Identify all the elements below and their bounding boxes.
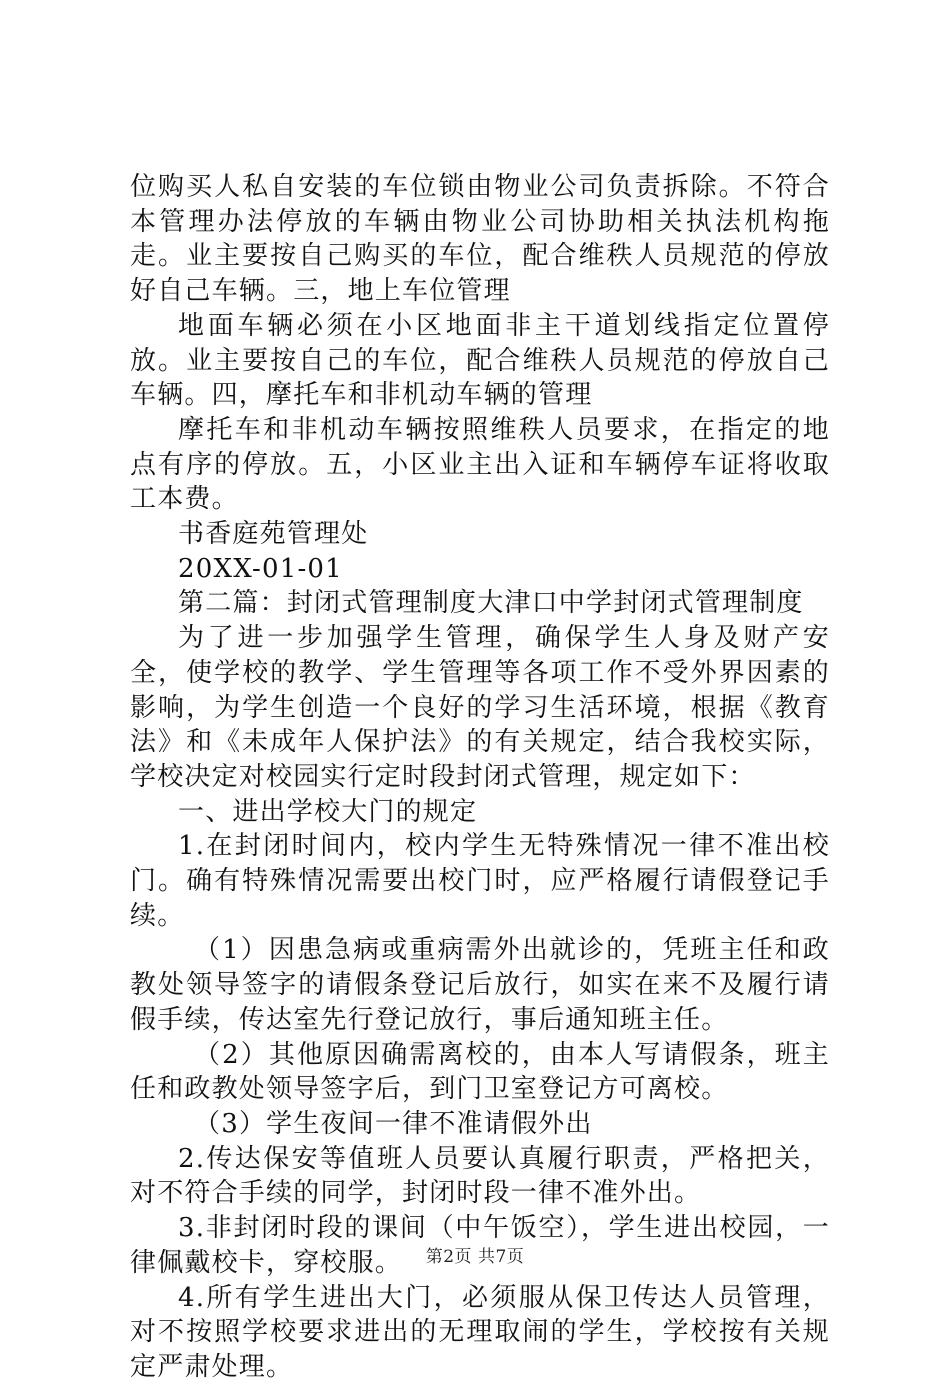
paragraph-intro: 为了进一步加强学生管理，确保学生人身及财产安全，使学校的教学、学生管理等各项工作不受外界因素的影响，为学生创造一个良好的学习生活环境，根据《教育法》和《未成年人保护法》的有关规定，结合我校实际，学校决定对校园实行定时段封闭式管理，规定如下： [130, 623, 830, 792]
rule-2: 2.传达保安等值班人员要认真履行职责，严格把关，对不符合手续的同学，封闭时段一律不准外出。 [130, 1143, 830, 1209]
signature-office: 书香庭苑管理处 [178, 519, 369, 550]
paragraph-ground-parking: 地面车辆必须在小区地面非主干道划线指定位置停放。业主要按自己的车位，配合维秩人员规范的停放自己车辆。四，摩托车和非机动车辆的管理 [130, 310, 830, 411]
rule-1-sub-3: （3）学生夜间一律不准请假外出 [194, 1108, 593, 1139]
rule-1-sub-2: （2）其他原因确需离校的，由本人写请假条，班主任和政教处领导签字后，到门卫室登记方可离校。 [130, 1039, 830, 1105]
paragraph-parking-rules: 位购买人私自安装的车位锁由物业公司负责拆除。不符合本管理办法停放的车辆由物业公司协助相关执法机构拖走。业主要按自己购买的车位，配合维秩人员规范的停放好自己车辆。三，地上车位管理 [130, 172, 830, 307]
section-title: 第二篇：封闭式管理制度大津口中学封闭式管理制度 [178, 588, 804, 619]
page-number-footer: 第2页 共7页 [425, 1247, 525, 1267]
document-body [130, 170, 830, 1385]
rule-1: 1.在封闭时间内，校内学生无特殊情况一律不准出校门。确有特殊情况需要出校门时，应严格履行请假登记手续。 [130, 831, 830, 931]
rule-1-sub-1: （1）因患急病或重病需外出就诊的，凭班主任和政教处领导签字的请假条登记后放行，如实在来不及履行请假手续，传达室先行登记放行，事后通知班主任。 [130, 935, 830, 1035]
signature-date: 20XX-01-01 [178, 553, 343, 584]
rule-3: 3.非封闭时段的课间（中午饭空），学生进出校园，一律佩戴校卡，穿校服。 [130, 1213, 830, 1278]
rule-4: 4.所有学生进出大门，必须服从保卫传达人员管理，对不按照学校要求进出的无理取闹的学生，学校按有关规定严肃处理。 [130, 1282, 830, 1382]
heading-gate-rules: 一、进出学校大门的规定 [178, 796, 478, 827]
paragraph-motorcycle-parking: 摩托车和非机动车辆按照维秩人员要求，在指定的地点有序的停放。五，小区业主出入证和车辆停车证将收取工本费。 [130, 414, 830, 515]
